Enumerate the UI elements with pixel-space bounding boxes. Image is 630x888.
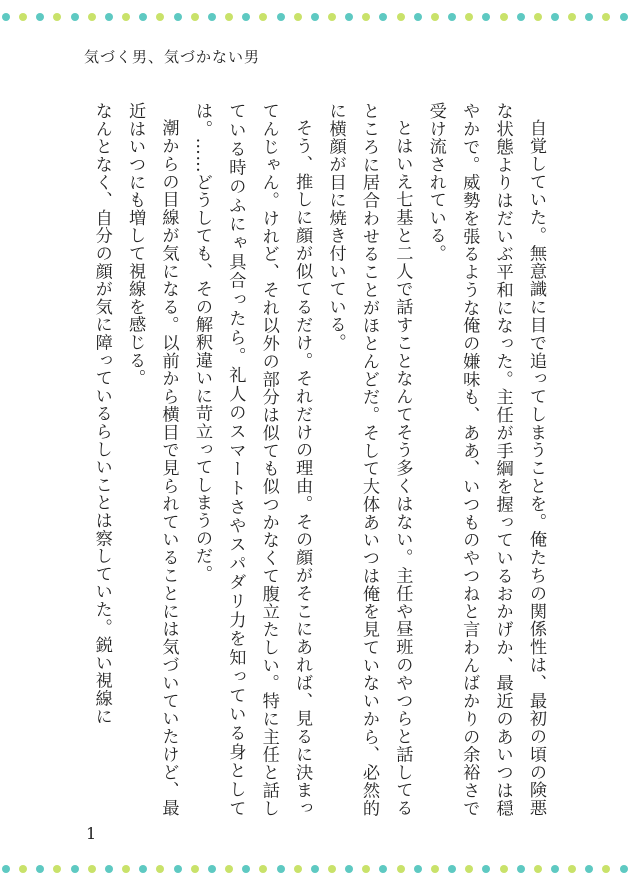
border-dot (53, 865, 61, 873)
border-dot (294, 865, 302, 873)
paragraph-3: そう、推しに顔が似てるだけ。それだけの理由。その顔がそこにあれば、見るに決まってんじゃん。けれど、それ以外の部分は似ても似つかなくて腹立たしい。特に主任と話している時のふにゃ具合ったら。礼人のスマートさやスパダリ力を知っている身としては。……どうしても、その解釈違いに苛立ってしまうのだ。 (191, 102, 313, 817)
border-dot (2, 865, 10, 873)
paragraph-4: 潮からの目線が気になる。以前から横目で見られていることには気づいていたけど、最近はいつにも増して視線を感じる。 (125, 102, 179, 817)
border-dot (414, 13, 422, 21)
border-dot (345, 13, 353, 21)
border-dot (431, 13, 439, 21)
border-dot (225, 865, 233, 873)
page-number: 1 (86, 824, 97, 843)
border-dot (397, 865, 405, 873)
paragraph-1: 自覚していた。無意識に目で追ってしまうことを。俺たちの関係性は、最初の頃の険悪な状態よりはだいぶ平和になった。主任が手綱を握っているおかげか、最近のあいつは穏やかで。威勢を張るような俺の嫌味も、ああ、いつものやつねと言わんばかりの余裕さで受け流されている。 (425, 102, 546, 817)
border-dot (277, 865, 285, 873)
border-dot (602, 13, 610, 21)
border-dot (620, 13, 628, 21)
border-dot (551, 13, 559, 21)
border-dot (174, 13, 182, 21)
border-dot (362, 13, 370, 21)
border-dot (191, 13, 199, 21)
border-dot (345, 865, 353, 873)
border-dot (311, 865, 319, 873)
border-dot (156, 13, 164, 21)
border-dot (36, 13, 44, 21)
border-dot (500, 13, 508, 21)
border-dot (71, 13, 79, 21)
border-dot (19, 865, 27, 873)
border-dot (517, 13, 525, 21)
border-dot (482, 13, 490, 21)
border-dot (465, 865, 473, 873)
border-dot (517, 865, 525, 873)
border-dot (500, 865, 508, 873)
border-dot (156, 865, 164, 873)
bottom-dot-border (0, 865, 630, 875)
border-dot (105, 865, 113, 873)
border-dot (225, 13, 233, 21)
border-dot (36, 865, 44, 873)
border-dot (585, 865, 593, 873)
border-dot (122, 865, 130, 873)
top-dot-border (0, 13, 630, 23)
border-dot (294, 13, 302, 21)
border-dot (379, 13, 387, 21)
border-dot (277, 13, 285, 21)
border-dot (139, 13, 147, 21)
border-dot (208, 13, 216, 21)
border-dot (362, 865, 370, 873)
border-dot (242, 13, 250, 21)
border-dot (242, 865, 250, 873)
border-dot (568, 865, 576, 873)
border-dot (328, 13, 336, 21)
border-dot (448, 13, 456, 21)
border-dot (105, 13, 113, 21)
novel-body-text (84, 102, 552, 817)
border-dot (328, 865, 336, 873)
border-dot (465, 13, 473, 21)
border-dot (139, 865, 147, 873)
border-dot (71, 865, 79, 873)
border-dot (534, 13, 542, 21)
border-dot (568, 13, 576, 21)
paragraph-2: とはいえ七基と二人で話すことなんてそう多くはない。主任や昼班のやつらと話してるところに居合わせることがほとんどだ。そして大体あいつは俺を見ていないから、必然的に横顔が目に焼き付いている。 (325, 102, 413, 817)
border-dot (122, 13, 130, 21)
border-dot (431, 865, 439, 873)
border-dot (191, 865, 199, 873)
paragraph-5: なんとなく、自分の顔が気に障っているらしいことは察していた。鋭い視線に (91, 102, 112, 725)
border-dot (19, 13, 27, 21)
border-dot (551, 865, 559, 873)
border-dot (602, 865, 610, 873)
border-dot (620, 865, 628, 873)
border-dot (379, 865, 387, 873)
border-dot (88, 865, 96, 873)
border-dot (585, 13, 593, 21)
border-dot (534, 865, 542, 873)
border-dot (397, 13, 405, 21)
border-dot (88, 13, 96, 21)
border-dot (2, 13, 10, 21)
border-dot (174, 865, 182, 873)
border-dot (53, 13, 61, 21)
border-dot (259, 865, 267, 873)
running-title: 気づく男、気づかない男 (84, 48, 261, 66)
border-dot (259, 13, 267, 21)
border-dot (414, 865, 422, 873)
border-dot (208, 865, 216, 873)
border-dot (482, 865, 490, 873)
border-dot (448, 865, 456, 873)
border-dot (311, 13, 319, 21)
